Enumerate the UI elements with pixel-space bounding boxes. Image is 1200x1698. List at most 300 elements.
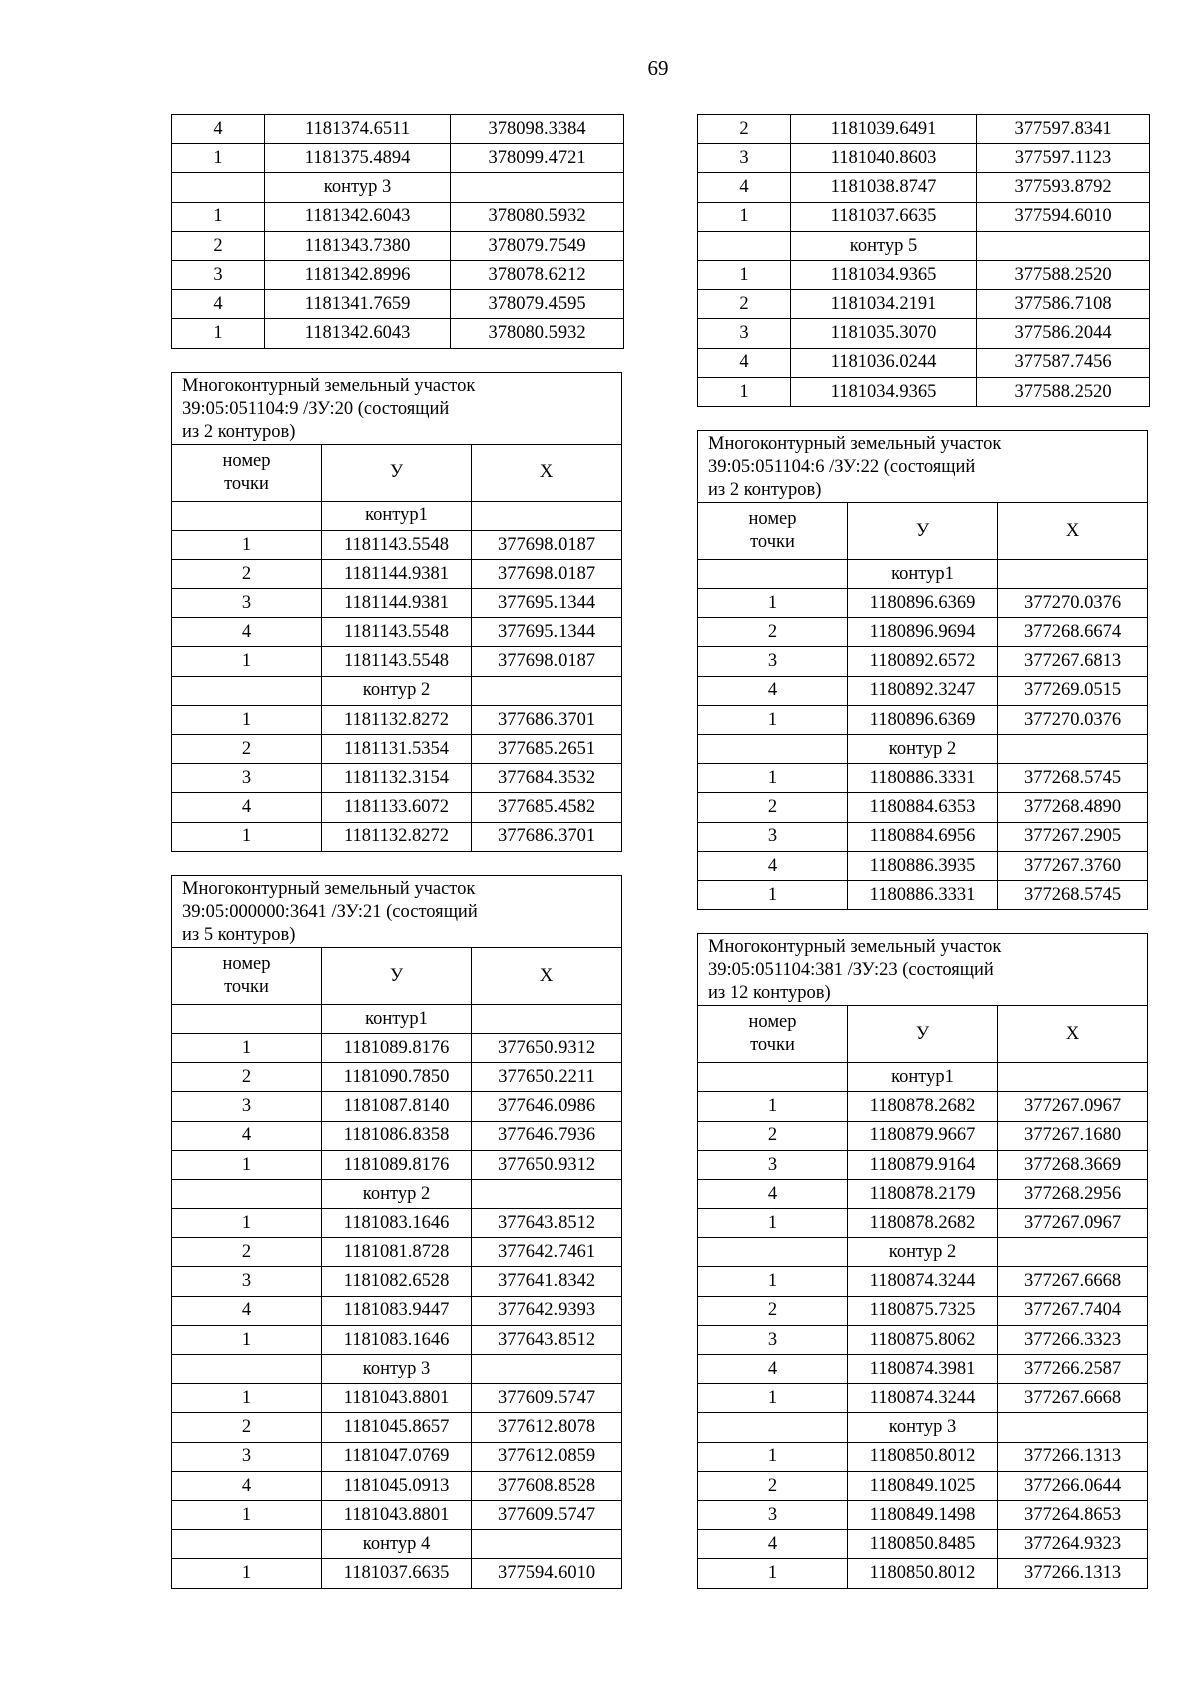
y-coordinate-cell: 1181083.1646 xyxy=(322,1209,472,1238)
x-coordinate-cell: 377267.3760 xyxy=(998,851,1148,880)
y-coordinate-cell: 1181034.9365 xyxy=(791,260,977,289)
point-number-cell: 2 xyxy=(172,1413,322,1442)
x-coordinate-cell: 377650.9312 xyxy=(472,1150,622,1179)
contour-label: контур 4 xyxy=(322,1530,472,1559)
x-coordinate-cell: 378079.7549 xyxy=(451,231,624,260)
table-row xyxy=(698,851,1148,880)
y-coordinate-cell: 1181089.8176 xyxy=(322,1150,472,1179)
x-coordinate-cell: 377612.8078 xyxy=(472,1413,622,1442)
x-coordinate-cell: 378080.5932 xyxy=(451,202,624,231)
table-row xyxy=(172,1238,622,1267)
table-title-row xyxy=(698,430,1148,502)
y-coordinate-cell: 1181342.6043 xyxy=(265,319,451,348)
coordinates-table xyxy=(697,430,1148,910)
y-coordinate-cell: 1181143.5548 xyxy=(322,647,472,676)
empty-cell xyxy=(172,501,322,530)
x-coordinate-cell: 377642.7461 xyxy=(472,1238,622,1267)
x-coordinate-cell: 377587.7456 xyxy=(977,348,1150,377)
x-coordinate-cell: 377588.2520 xyxy=(977,260,1150,289)
x-coordinate-cell: 377268.2956 xyxy=(998,1179,1148,1208)
table-row xyxy=(172,647,622,676)
table-row xyxy=(172,1500,622,1529)
table-row xyxy=(698,1530,1148,1559)
table-row xyxy=(172,530,622,559)
parcel-title-line: Многоконтурный земельный участок xyxy=(182,375,476,396)
y-coordinate-cell: 1181047.0769 xyxy=(322,1442,472,1471)
y-coordinate-cell: 1181081.8728 xyxy=(322,1238,472,1267)
contour-label: контур1 xyxy=(322,501,472,530)
y-coordinate-cell: 1181038.8747 xyxy=(791,173,977,202)
x-coordinate-cell: 377594.6010 xyxy=(472,1559,622,1588)
table-row xyxy=(698,1471,1148,1500)
y-coordinate-cell: 1181089.8176 xyxy=(322,1033,472,1062)
x-coordinate-cell: 377270.0376 xyxy=(998,705,1148,734)
table-row xyxy=(698,647,1148,676)
empty-cell xyxy=(172,1004,322,1033)
contour-row xyxy=(172,1355,622,1384)
point-number-header-line: номер xyxy=(748,508,797,529)
y-coordinate-cell: 1180878.2179 xyxy=(848,1179,998,1208)
y-coordinate-cell: 1181132.8272 xyxy=(322,822,472,851)
x-coordinate-cell: 377609.5747 xyxy=(472,1500,622,1529)
y-coordinate-cell: 1181083.1646 xyxy=(322,1325,472,1354)
y-coordinate-cell: 1180874.3244 xyxy=(848,1267,998,1296)
y-coordinate-cell: 1181342.8996 xyxy=(265,260,451,289)
y-coordinate-cell: 1181037.6635 xyxy=(322,1559,472,1588)
table-row xyxy=(698,880,1148,909)
x-coordinate-cell: 377641.8342 xyxy=(472,1267,622,1296)
y-coordinate-cell: 1180850.8485 xyxy=(848,1530,998,1559)
y-coordinate-cell: 1181343.7380 xyxy=(265,231,451,260)
table-row xyxy=(172,260,624,289)
point-number-cell: 1 xyxy=(172,822,322,851)
point-number-cell: 1 xyxy=(698,1209,848,1238)
point-number-cell: 3 xyxy=(172,1267,322,1296)
y-coordinate-cell: 1180892.6572 xyxy=(848,647,998,676)
y-coordinate-cell: 1181374.6511 xyxy=(265,115,451,144)
empty-cell xyxy=(977,231,1150,260)
parcel-title-line: из 2 контуров) xyxy=(182,421,296,442)
coordinates-table xyxy=(171,372,622,852)
x-coordinate-cell: 378079.4595 xyxy=(451,290,624,319)
empty-cell xyxy=(472,1355,622,1384)
y-coordinate-cell: 1181133.6072 xyxy=(322,793,472,822)
x-coordinate-cell: 377597.1123 xyxy=(977,144,1150,173)
x-coordinate-cell: 377609.5747 xyxy=(472,1384,622,1413)
table-row xyxy=(698,1325,1148,1354)
point-number-cell: 4 xyxy=(172,115,265,144)
point-number-cell: 3 xyxy=(698,144,791,173)
y-coordinate-cell: 1181087.8140 xyxy=(322,1092,472,1121)
table-row xyxy=(698,822,1148,851)
y-coordinate-cell: 1181036.0244 xyxy=(791,348,977,377)
point-number-cell: 1 xyxy=(698,589,848,618)
x-coordinate-cell: 377588.2520 xyxy=(977,377,1150,406)
table-row xyxy=(172,793,622,822)
y-coordinate-cell: 1180896.9694 xyxy=(848,618,998,647)
table-row xyxy=(698,1559,1148,1588)
parcel-title-line: из 12 контуров) xyxy=(708,983,831,1004)
coordinates-table xyxy=(171,875,622,1589)
y-coordinate-cell: 1181034.2191 xyxy=(791,290,977,319)
contour-row xyxy=(172,1179,622,1208)
point-number-cell: 3 xyxy=(172,1442,322,1471)
point-number-cell: 1 xyxy=(172,530,322,559)
point-number-cell: 3 xyxy=(172,1092,322,1121)
table-row xyxy=(698,144,1150,173)
empty-cell xyxy=(472,676,622,705)
point-number-cell: 1 xyxy=(172,1384,322,1413)
x-coordinate-cell: 377686.3701 xyxy=(472,705,622,734)
x-coordinate-cell: 377266.3323 xyxy=(998,1325,1148,1354)
point-number-cell: 1 xyxy=(698,1442,848,1471)
x-header: Х xyxy=(998,1006,1148,1063)
y-coordinate-cell: 1181090.7850 xyxy=(322,1063,472,1092)
empty-cell xyxy=(698,1238,848,1267)
point-number-cell: 1 xyxy=(172,1325,322,1354)
point-number-cell: 2 xyxy=(698,1121,848,1150)
contour-row xyxy=(698,1413,1148,1442)
contour-row xyxy=(698,559,1148,588)
point-number-cell: 2 xyxy=(698,115,791,144)
point-number-cell: 2 xyxy=(698,1296,848,1325)
y-coordinate-cell: 1180850.8012 xyxy=(848,1559,998,1588)
table-row xyxy=(172,1150,622,1179)
point-number-cell: 2 xyxy=(172,1063,322,1092)
right-column xyxy=(697,114,1148,1612)
x-coordinate-cell: 377586.2044 xyxy=(977,319,1150,348)
x-coordinate-cell: 378080.5932 xyxy=(451,319,624,348)
point-number-cell: 1 xyxy=(172,1559,322,1588)
contour-row xyxy=(172,1004,622,1033)
table-row xyxy=(698,290,1150,319)
table-row xyxy=(698,764,1148,793)
x-coordinate-cell: 377267.1680 xyxy=(998,1121,1148,1150)
y-coordinate-cell: 1181341.7659 xyxy=(265,290,451,319)
x-coordinate-cell: 377267.6668 xyxy=(998,1267,1148,1296)
empty-cell xyxy=(172,1355,322,1384)
table-row xyxy=(172,290,624,319)
table-row xyxy=(698,618,1148,647)
y-coordinate-cell: 1180886.3331 xyxy=(848,880,998,909)
y-coordinate-cell: 1181143.5548 xyxy=(322,618,472,647)
y-header: У xyxy=(848,1006,998,1063)
table-row xyxy=(172,822,622,851)
table-title-row xyxy=(698,934,1148,1006)
y-coordinate-cell: 1181375.4894 xyxy=(265,144,451,173)
table-row xyxy=(172,618,622,647)
y-coordinate-cell: 1181082.6528 xyxy=(322,1267,472,1296)
table-row xyxy=(698,115,1150,144)
table-row xyxy=(172,1267,622,1296)
table-row xyxy=(698,319,1150,348)
table-row xyxy=(172,1442,622,1471)
table-row xyxy=(172,319,624,348)
point-number-cell: 4 xyxy=(172,1471,322,1500)
contour-label: контур 2 xyxy=(848,1238,998,1267)
table-row xyxy=(698,793,1148,822)
contour-row xyxy=(698,231,1150,260)
parcel-title xyxy=(698,934,1148,1006)
y-coordinate-cell: 1181144.9381 xyxy=(322,589,472,618)
point-number-header-line: номер xyxy=(748,1012,797,1033)
table-row xyxy=(698,1121,1148,1150)
contour-label: контур1 xyxy=(848,1063,998,1092)
point-number-cell: 1 xyxy=(698,880,848,909)
y-coordinate-cell: 1181143.5548 xyxy=(322,530,472,559)
x-coordinate-cell: 377267.0967 xyxy=(998,1209,1148,1238)
table-row xyxy=(172,1325,622,1354)
point-number-cell: 4 xyxy=(172,1121,322,1150)
x-coordinate-cell: 377643.8512 xyxy=(472,1209,622,1238)
empty-cell xyxy=(998,1413,1148,1442)
empty-cell xyxy=(472,1004,622,1033)
y-coordinate-cell: 1181034.9365 xyxy=(791,377,977,406)
point-number-cell: 4 xyxy=(698,1530,848,1559)
point-number-cell: 3 xyxy=(698,1325,848,1354)
table-row xyxy=(698,348,1150,377)
parcel-title-line: 39:05:051104:381 /ЗУ:23 (состоящий xyxy=(708,960,994,981)
x-coordinate-cell: 377685.2651 xyxy=(472,735,622,764)
x-coordinate-cell: 377686.3701 xyxy=(472,822,622,851)
point-number-cell: 1 xyxy=(172,144,265,173)
y-coordinate-cell: 1180874.3244 xyxy=(848,1384,998,1413)
empty-cell xyxy=(172,1530,322,1559)
x-coordinate-cell: 377597.8341 xyxy=(977,115,1150,144)
table-row xyxy=(172,1033,622,1062)
y-coordinate-cell: 1180849.1498 xyxy=(848,1500,998,1529)
y-header: У xyxy=(848,502,998,559)
parcel-title xyxy=(698,430,1148,502)
y-coordinate-cell: 1180886.3935 xyxy=(848,851,998,880)
y-coordinate-cell: 1180896.6369 xyxy=(848,705,998,734)
x-coordinate-cell: 377642.9393 xyxy=(472,1296,622,1325)
y-header: У xyxy=(322,947,472,1004)
y-coordinate-cell: 1180850.8012 xyxy=(848,1442,998,1471)
point-number-header xyxy=(698,502,848,559)
x-coordinate-cell: 377266.0644 xyxy=(998,1471,1148,1500)
point-number-cell: 2 xyxy=(698,290,791,319)
x-coordinate-cell: 377270.0376 xyxy=(998,589,1148,618)
parcel-title-line: 39:05:000000:3641 /ЗУ:21 (состоящий xyxy=(182,901,478,922)
x-header: Х xyxy=(472,947,622,1004)
table-row xyxy=(698,676,1148,705)
point-number-cell: 2 xyxy=(698,1471,848,1500)
y-coordinate-cell: 1181144.9381 xyxy=(322,559,472,588)
y-coordinate-cell: 1180878.2682 xyxy=(848,1092,998,1121)
table-row xyxy=(698,1442,1148,1471)
y-coordinate-cell: 1180875.7325 xyxy=(848,1296,998,1325)
empty-cell xyxy=(172,1179,322,1208)
point-number-cell: 3 xyxy=(172,589,322,618)
contour-row xyxy=(172,676,622,705)
point-number-header xyxy=(698,1006,848,1063)
empty-cell xyxy=(698,1413,848,1442)
table-row xyxy=(698,1267,1148,1296)
point-number-cell: 1 xyxy=(172,705,322,734)
parcel-title-line: из 2 контуров) xyxy=(708,479,822,500)
table-row xyxy=(698,1355,1148,1384)
point-number-cell: 1 xyxy=(172,647,322,676)
empty-cell xyxy=(998,1238,1148,1267)
point-number-cell: 4 xyxy=(698,348,791,377)
x-coordinate-cell: 377266.2587 xyxy=(998,1355,1148,1384)
table-header-row xyxy=(172,947,622,1004)
contour-label: контур1 xyxy=(322,1004,472,1033)
point-number-cell: 1 xyxy=(698,202,791,231)
contour-label: контур 3 xyxy=(322,1355,472,1384)
table-row xyxy=(698,1296,1148,1325)
x-coordinate-cell: 377593.8792 xyxy=(977,173,1150,202)
point-number-cell: 2 xyxy=(172,231,265,260)
contour-label: контур 3 xyxy=(265,173,451,202)
x-coordinate-cell: 377266.1313 xyxy=(998,1442,1148,1471)
table-header-row xyxy=(698,502,1148,559)
table-row xyxy=(698,1150,1148,1179)
table-row xyxy=(172,144,624,173)
table-row xyxy=(172,1121,622,1150)
parcel-title xyxy=(172,372,622,444)
point-number-cell: 1 xyxy=(172,1150,322,1179)
table-row xyxy=(172,1092,622,1121)
table-title-row xyxy=(172,875,622,947)
point-number-cell: 3 xyxy=(698,319,791,348)
point-number-cell: 1 xyxy=(698,377,791,406)
x-coordinate-cell: 377612.0859 xyxy=(472,1442,622,1471)
empty-cell xyxy=(698,735,848,764)
point-number-header xyxy=(172,444,322,501)
y-coordinate-cell: 1181045.0913 xyxy=(322,1471,472,1500)
x-coordinate-cell: 377608.8528 xyxy=(472,1471,622,1500)
y-coordinate-cell: 1180878.2682 xyxy=(848,1209,998,1238)
empty-cell xyxy=(698,231,791,260)
table-row xyxy=(172,735,622,764)
empty-cell xyxy=(998,1063,1148,1092)
coordinates-table xyxy=(171,114,624,349)
point-number-cell: 2 xyxy=(172,559,322,588)
point-number-cell: 1 xyxy=(172,319,265,348)
parcel-table-block xyxy=(171,875,622,1589)
contour-row xyxy=(172,1530,622,1559)
empty-cell xyxy=(472,1179,622,1208)
parcel-title-line: Многоконтурный земельный участок xyxy=(182,878,476,899)
table-row xyxy=(172,705,622,734)
empty-cell xyxy=(998,559,1148,588)
y-coordinate-cell: 1181132.3154 xyxy=(322,764,472,793)
point-number-cell: 2 xyxy=(698,793,848,822)
x-coordinate-cell: 377268.6674 xyxy=(998,618,1148,647)
empty-cell xyxy=(998,735,1148,764)
table-row xyxy=(698,1209,1148,1238)
point-number-cell: 2 xyxy=(172,735,322,764)
point-number-cell: 3 xyxy=(172,764,322,793)
empty-cell xyxy=(698,559,848,588)
table-row xyxy=(172,1384,622,1413)
point-number-cell: 3 xyxy=(698,647,848,676)
contour-row xyxy=(698,735,1148,764)
parcel-title-line: из 5 контуров) xyxy=(182,924,296,945)
y-coordinate-cell: 1181037.6635 xyxy=(791,202,977,231)
table-row xyxy=(172,1063,622,1092)
empty-cell xyxy=(472,1530,622,1559)
y-coordinate-cell: 1181043.8801 xyxy=(322,1384,472,1413)
left-column xyxy=(171,114,622,1612)
point-number-cell: 4 xyxy=(172,290,265,319)
x-coordinate-cell: 377684.3532 xyxy=(472,764,622,793)
point-number-cell: 4 xyxy=(172,618,322,647)
parcel-title-line: 39:05:051104:9 /ЗУ:20 (состоящий xyxy=(182,398,450,419)
point-number-cell: 4 xyxy=(698,173,791,202)
x-coordinate-cell: 377264.9323 xyxy=(998,1530,1148,1559)
x-coordinate-cell: 377267.0967 xyxy=(998,1092,1148,1121)
point-number-cell: 1 xyxy=(172,1209,322,1238)
table-row xyxy=(172,589,622,618)
point-number-header-line: точки xyxy=(750,531,795,552)
x-coordinate-cell: 377646.0986 xyxy=(472,1092,622,1121)
x-coordinate-cell: 377267.6813 xyxy=(998,647,1148,676)
point-number-cell: 1 xyxy=(698,260,791,289)
x-coordinate-cell: 377695.1344 xyxy=(472,618,622,647)
y-coordinate-cell: 1180884.6353 xyxy=(848,793,998,822)
empty-cell xyxy=(172,676,322,705)
table-header-row xyxy=(172,444,622,501)
parcel-title-line: 39:05:051104:6 /ЗУ:22 (состоящий xyxy=(708,456,976,477)
table-row xyxy=(172,231,624,260)
point-number-cell: 2 xyxy=(172,1238,322,1267)
y-coordinate-cell: 1181035.3070 xyxy=(791,319,977,348)
x-coordinate-cell: 377268.5745 xyxy=(998,764,1148,793)
x-coordinate-cell: 377267.7404 xyxy=(998,1296,1148,1325)
parcel-table-block xyxy=(697,114,1148,407)
point-number-cell: 1 xyxy=(698,1267,848,1296)
point-number-cell: 3 xyxy=(698,1500,848,1529)
point-number-cell: 1 xyxy=(172,202,265,231)
point-number-cell: 1 xyxy=(172,1033,322,1062)
x-coordinate-cell: 377698.0187 xyxy=(472,647,622,676)
point-number-cell: 1 xyxy=(698,1092,848,1121)
x-coordinate-cell: 377698.0187 xyxy=(472,559,622,588)
empty-cell xyxy=(172,173,265,202)
x-coordinate-cell: 377594.6010 xyxy=(977,202,1150,231)
point-number-cell: 4 xyxy=(698,676,848,705)
x-coordinate-cell: 377269.0515 xyxy=(998,676,1148,705)
x-header: Х xyxy=(998,502,1148,559)
parcel-table-block xyxy=(697,933,1148,1588)
table-row xyxy=(698,1500,1148,1529)
x-coordinate-cell: 377268.3669 xyxy=(998,1150,1148,1179)
x-coordinate-cell: 377264.8653 xyxy=(998,1500,1148,1529)
x-coordinate-cell: 377586.7108 xyxy=(977,290,1150,319)
point-number-cell: 1 xyxy=(698,705,848,734)
table-row xyxy=(698,1384,1148,1413)
point-number-header-line: номер xyxy=(222,953,271,974)
point-number-header-line: точки xyxy=(224,976,269,997)
point-number-cell: 3 xyxy=(172,260,265,289)
x-coordinate-cell: 378099.4721 xyxy=(451,144,624,173)
contour-label: контур1 xyxy=(848,559,998,588)
contour-label: контур 2 xyxy=(848,735,998,764)
x-coordinate-cell: 377268.5745 xyxy=(998,880,1148,909)
empty-cell xyxy=(472,501,622,530)
x-coordinate-cell: 377643.8512 xyxy=(472,1325,622,1354)
y-header: У xyxy=(322,444,472,501)
point-number-cell: 1 xyxy=(698,1384,848,1413)
contour-label: контур 2 xyxy=(322,1179,472,1208)
y-coordinate-cell: 1181039.6491 xyxy=(791,115,977,144)
parcel-table-block xyxy=(697,430,1148,910)
point-number-cell: 3 xyxy=(698,1150,848,1179)
point-number-header-line: точки xyxy=(750,1035,795,1056)
